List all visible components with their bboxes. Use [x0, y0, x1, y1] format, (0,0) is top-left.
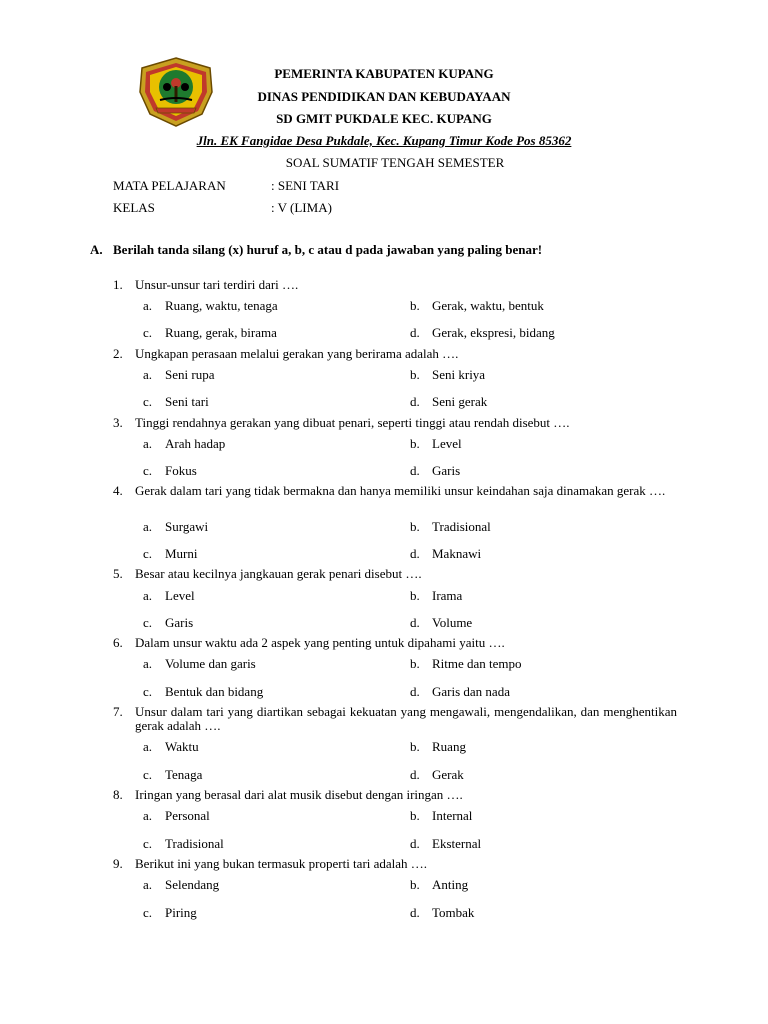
option-letter: a.: [143, 739, 153, 754]
option-text: Ruang: [432, 739, 466, 754]
question-number: 7.: [113, 704, 123, 719]
option-text: Garis dan nada: [432, 684, 510, 699]
option-letter: d.: [410, 546, 420, 561]
question-text: Unsur-unsur tari terdiri dari ….: [135, 277, 299, 292]
option-letter: d.: [410, 394, 420, 409]
option-letter: c.: [143, 615, 153, 630]
option-text: Gerak: [432, 767, 464, 782]
option-letter: c.: [143, 394, 153, 409]
option-letter: c.: [143, 684, 153, 699]
option-letter: b.: [410, 739, 420, 754]
option-text: Ruang, waktu, tenaga: [165, 298, 278, 313]
option-letter: b.: [410, 808, 420, 823]
option-letter: d.: [410, 684, 420, 699]
option-text: Garis: [165, 615, 194, 630]
question-text: Ungkapan perasaan melalui gerakan yang berirama adalah ….: [135, 346, 459, 361]
option-letter: d.: [410, 767, 420, 782]
option-letter: d.: [410, 325, 420, 340]
option-text: Tradisional: [432, 519, 491, 534]
option-letter: b.: [410, 519, 420, 534]
question-number: 9.: [113, 856, 123, 871]
option-text: Level: [165, 588, 195, 603]
option-letter: c.: [143, 463, 153, 478]
option-text: Murni: [165, 546, 198, 561]
option-text: Tradisional: [165, 836, 224, 851]
option-letter: b.: [410, 436, 420, 451]
option-text: Piring: [165, 905, 197, 920]
option-text: Fokus: [165, 463, 197, 478]
option-text: Maknawi: [432, 546, 482, 561]
subject-label: MATA PELAJARAN: [113, 178, 226, 193]
option-text: Arah hadap: [165, 436, 226, 451]
option-text: Internal: [432, 808, 473, 823]
question-text: Berikut ini yang bukan termasuk properti tari adalah ….: [135, 856, 428, 871]
question-number: 2.: [113, 346, 123, 361]
subject-value: : SENI TARI: [271, 178, 340, 193]
option-text: Bentuk dan bidang: [165, 684, 264, 699]
option-letter: c.: [143, 905, 153, 920]
option-text: Eksternal: [432, 836, 482, 851]
option-letter: b.: [410, 877, 420, 892]
option-text: Waktu: [165, 739, 199, 754]
option-letter: d.: [410, 836, 420, 851]
question-text: Unsur dalam tari yang diartikan sebagai kekuatan yang mengawali, mengendalikan, dan menghentikan gerak adalah ….: [135, 704, 677, 733]
class-label: KELAS: [113, 200, 155, 215]
option-letter: a.: [143, 436, 153, 451]
header-school: SD GMIT PUKDALE KEC. KUPANG: [276, 111, 492, 126]
option-letter: b.: [410, 367, 420, 382]
option-text: Seni tari: [165, 394, 209, 409]
option-letter: c.: [143, 836, 153, 851]
option-letter: b.: [410, 656, 420, 671]
option-text: Surgawi: [165, 519, 209, 534]
class-value: : V (LIMA): [271, 200, 332, 215]
option-text: Irama: [432, 588, 463, 603]
header-address: Jln. EK Fangidae Desa Pukdale, Kec. Kupang Timur Kode Pos 85362: [196, 133, 572, 148]
option-letter: a.: [143, 808, 153, 823]
option-text: Volume: [432, 615, 473, 630]
option-text: Tombak: [432, 905, 475, 920]
section-a-letter: A.: [90, 242, 103, 257]
question-number: 1.: [113, 277, 123, 292]
question-number: 6.: [113, 635, 123, 650]
option-text: Ritme dan tempo: [432, 656, 522, 671]
option-text: Ruang, gerak, birama: [165, 325, 277, 340]
header-department: DINAS PENDIDIKAN DAN KEBUDAYAAN: [257, 89, 511, 104]
option-text: Seni kriya: [432, 367, 486, 382]
option-letter: a.: [143, 519, 153, 534]
option-text: Tenaga: [165, 767, 203, 782]
header-government: PEMERINTA KABUPATEN KUPANG: [274, 66, 494, 81]
option-letter: c.: [143, 546, 153, 561]
option-letter: d.: [410, 905, 420, 920]
option-text: Anting: [432, 877, 469, 892]
option-letter: b.: [410, 588, 420, 603]
option-letter: a.: [143, 367, 153, 382]
option-letter: d.: [410, 463, 420, 478]
option-letter: b.: [410, 298, 420, 313]
option-letter: a.: [143, 588, 153, 603]
option-text: Gerak, ekspresi, bidang: [432, 325, 555, 340]
question-text: Iringan yang berasal dari alat musik disebut dengan iringan ….: [135, 787, 463, 802]
option-text: Garis: [432, 463, 461, 478]
option-letter: a.: [143, 298, 153, 313]
option-letter: a.: [143, 877, 153, 892]
question-text: Tinggi rendahnya gerakan yang dibuat penari, seperti tinggi atau rendah disebut ….: [135, 415, 570, 430]
exam-title: SOAL SUMATIF TENGAH SEMESTER: [285, 155, 505, 170]
question-text: Gerak dalam tari yang tidak bermakna dan hanya memiliki unsur keindahan saja dinamakan gerak ….: [135, 483, 666, 498]
option-text: Gerak, waktu, bentuk: [432, 298, 544, 313]
option-text: Volume dan garis: [165, 656, 256, 671]
question-text: Dalam unsur waktu ada 2 aspek yang penting untuk dipahami yaitu ….: [135, 635, 505, 650]
question-number: 3.: [113, 415, 123, 430]
option-text: Seni rupa: [165, 367, 215, 382]
question-number: 8.: [113, 787, 123, 802]
section-a-instruction: Berilah tanda silang (x) huruf a, b, c atau d pada jawaban yang paling benar!: [113, 242, 543, 257]
option-text: Selendang: [165, 877, 220, 892]
option-letter: a.: [143, 656, 153, 671]
question-number: 4.: [113, 483, 123, 498]
option-letter: d.: [410, 615, 420, 630]
question-text: Besar atau kecilnya jangkauan gerak penari disebut ….: [135, 566, 422, 581]
option-letter: c.: [143, 325, 153, 340]
option-text: Seni gerak: [432, 394, 488, 409]
question-number: 5.: [113, 566, 123, 581]
option-text: Personal: [165, 808, 210, 823]
option-letter: c.: [143, 767, 153, 782]
option-text: Level: [432, 436, 462, 451]
